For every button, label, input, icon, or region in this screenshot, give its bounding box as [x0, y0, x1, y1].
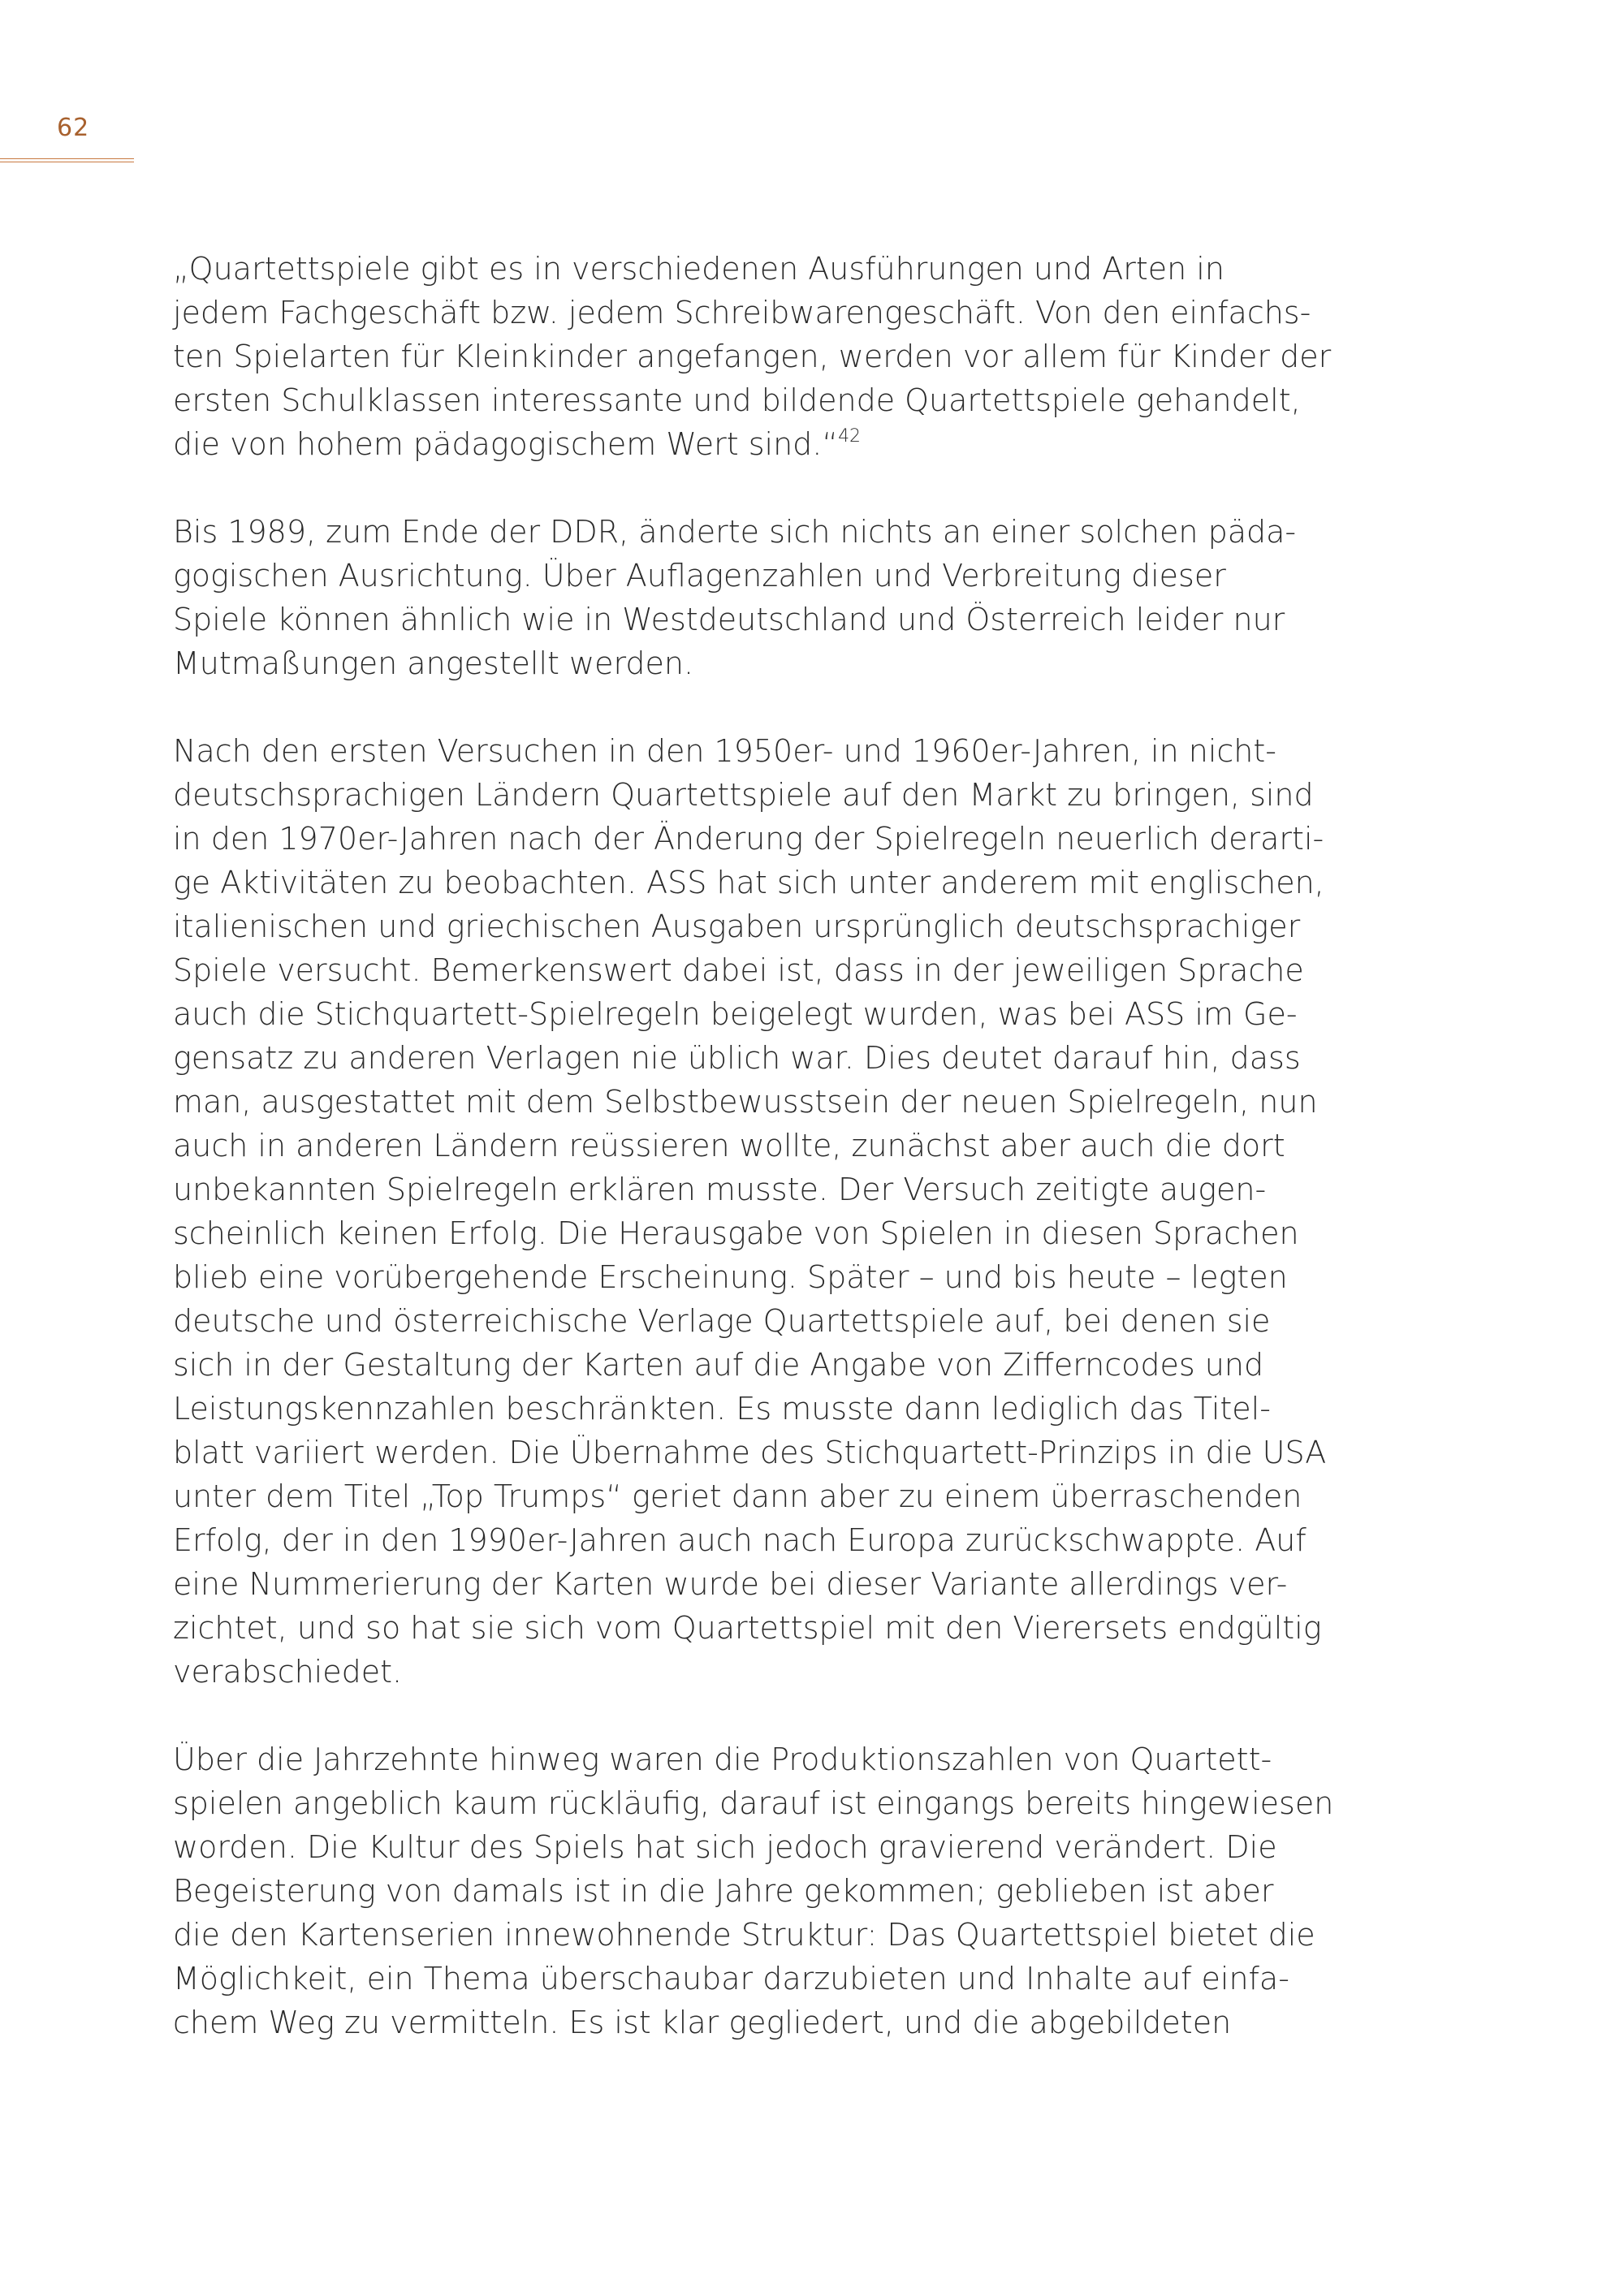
text-line: Möglichkeit, ein Thema überschaubar darzubieten und Inhalte auf einfa- [173, 1961, 1289, 1996]
text-line: jedem Fachgeschäft bzw. jedem Schreibwarengeschäft. Von den einfachs- [173, 295, 1311, 330]
text-line: spielen angeblich kaum rückläufig, darauf ist eingangs bereits hingewiesen [173, 1785, 1334, 1821]
text-line: ersten Schulklassen interessante und bildende Quartettspiele gehandelt, [173, 382, 1301, 418]
text-line: ge Aktivitäten zu beobachten. ASS hat sich unter anderem mit englischen, [173, 865, 1324, 900]
text-line: deutschsprachigen Ländern Quartettspiele auf den Markt zu bringen, sind [173, 777, 1314, 813]
text-line: Mutmaßungen angestellt werden. [173, 645, 694, 681]
text-line-last [173, 422, 1271, 466]
text-line: unter dem Titel „Top Trumps“ geriet dann aber zu einem überraschenden [173, 1478, 1302, 1514]
footnote-marker[interactable]: 42 [838, 426, 862, 447]
page-number: 62 [57, 114, 90, 142]
text-line: die den Kartenserien innewohnende Struktur: Das Quartettspiel bietet die [173, 1917, 1315, 1953]
text-line: Spiele können ähnlich wie in Westdeutschland und Österreich leider nur [173, 602, 1285, 637]
text-line: scheinlich keinen Erfolg. Die Herausgabe von Spielen in diesen Sprachen [173, 1215, 1299, 1251]
text-line: ten Spielarten für Kleinkinder angefangen, werden vor allem für Kinder der [173, 339, 1332, 374]
text-line: blieb eine vorübergehende Erscheinung. Später – und bis heute – legten [173, 1259, 1288, 1295]
paragraph-ddr [173, 510, 1297, 685]
text-line: Begeisterung von damals ist in die Jahre gekommen; geblieben ist aber [173, 1873, 1274, 1909]
text-line: auch die Stichquartett-Spielregeln beigelegt wurden, was bei ASS im Ge- [173, 996, 1298, 1032]
header-rule [0, 158, 134, 162]
text-line: verabschiedet. [173, 1654, 403, 1690]
text-line: Nach den ersten Versuchen in den 1950er- und 1960er-Jahren, in nicht- [173, 733, 1276, 769]
text-line: sich in der Gestaltung der Karten auf die Angabe von Zifferncodes und [173, 1347, 1264, 1383]
text-line: Erfolg, der in den 1990er-Jahren auch nach Europa zurückschwappte. Auf [173, 1522, 1307, 1558]
text-line: Über die Jahrzehnte hinweg waren die Produktionszahlen von Quartett- [173, 1742, 1272, 1777]
body-text [173, 247, 1334, 2088]
text-line: die von hohem pädagogischem Wert sind.“ [173, 426, 839, 462]
paragraph-culture [173, 1737, 1334, 2044]
text-line: in den 1970er-Jahren nach der Änderung der Spielregeln neuerlich derarti- [173, 821, 1324, 857]
text-line: gensatz zu anderen Verlagen nie üblich war. Dies deutet darauf hin, dass [173, 1040, 1301, 1076]
text-line: unbekannten Spielregeln erklären musste. Der Versuch zeitigte augen- [173, 1172, 1267, 1207]
paragraph-international [173, 729, 1327, 1694]
text-line: gogischen Ausrichtung. Über Auflagenzahlen und Verbreitung dieser [173, 558, 1226, 594]
text-line: „Quartettspiele gibt es in verschiedenen Ausführungen und Arten in [173, 251, 1224, 287]
text-line: auch in anderen Ländern reüssieren wollte, zunächst aber auch die dort [173, 1128, 1285, 1163]
text-line: Bis 1989, zum Ende der DDR, änderte sich nichts an einer solchen päda- [173, 514, 1297, 550]
text-line: zichtet, und so hat sie sich vom Quartettspiel mit den Vierersets endgültig [173, 1610, 1322, 1646]
text-line: Leistungskennzahlen beschränkten. Es musste dann lediglich das Titel- [173, 1391, 1271, 1427]
text-line: man, ausgestattet mit dem Selbstbewusstsein der neuen Spielregeln, nun [173, 1084, 1318, 1120]
text-line: blatt variiert werden. Die Übernahme des Stichquartett-Prinzips in die USA [173, 1435, 1327, 1470]
text-line: deutsche und österreichische Verlage Quartettspiele auf, bei denen sie [173, 1303, 1271, 1339]
text-line: italienischen und griechischen Ausgaben ursprünglich deutschsprachiger [173, 909, 1301, 944]
text-line: Spiele versucht. Bemerkenswert dabei ist, dass in der jeweiligen Sprache [173, 952, 1304, 988]
text-line: eine Nummerierung der Karten wurde bei dieser Variante allerdings ver- [173, 1566, 1288, 1602]
text-line: chem Weg zu vermitteln. Es ist klar gegliedert, und die abgebildeten [173, 2005, 1232, 2040]
text-line: worden. Die Kultur des Spiels hat sich jedoch gravierend verändert. Die [173, 1829, 1277, 1865]
paragraph-quote [173, 247, 1332, 466]
